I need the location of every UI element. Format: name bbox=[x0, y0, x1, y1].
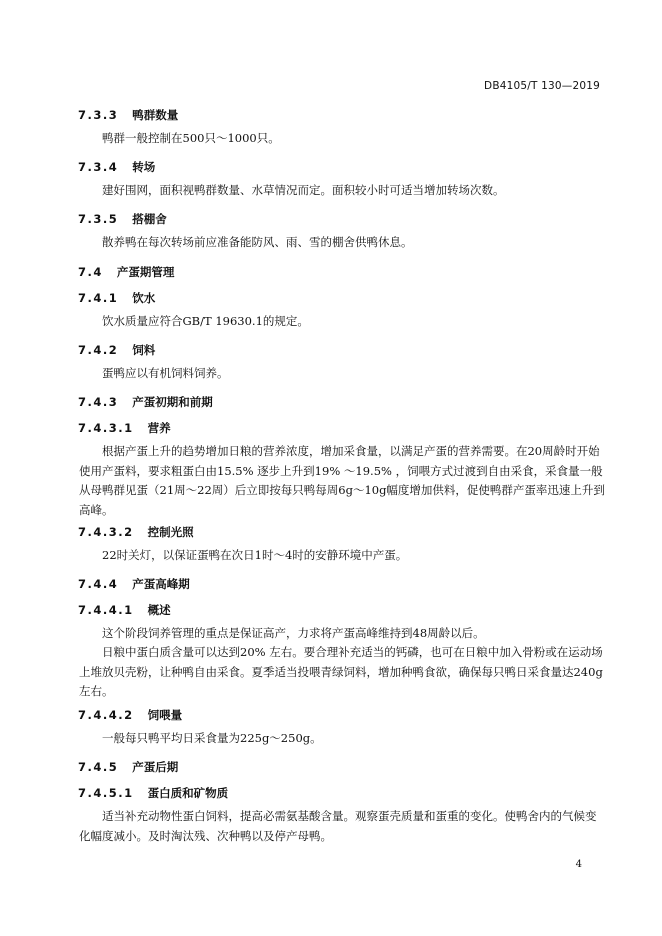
section-heading-7-4 bbox=[78, 264, 174, 280]
section-number: 7.4.1 bbox=[78, 291, 119, 305]
section-heading-7-4-3 bbox=[78, 394, 213, 410]
section-heading-7-4-3-2 bbox=[78, 524, 194, 540]
section-heading-7-4-3-1 bbox=[78, 420, 171, 436]
section-heading-7-4-2 bbox=[78, 342, 155, 358]
paragraph: 适当补充动物性蛋白饲料，提高必需氨基酸含量。观察蛋壳质量和蛋重的变化。使鸭舍内的气候变化幅度减小。及时淘汰残、次种鸭以及停产母鸭。 bbox=[79, 809, 597, 843]
section-number: 7.3.4 bbox=[78, 160, 119, 174]
section-number: 7.4.4 bbox=[78, 577, 119, 591]
section-heading-7-4-4-1 bbox=[78, 602, 171, 618]
section-heading-7-4-5 bbox=[78, 759, 178, 775]
section-title: 产蛋高峰期 bbox=[132, 577, 190, 591]
paragraph: 日粮中蛋白质含量可以达到20% 左右。要合理补充适当的钙磷，也可在日粮中加入骨粉或在运动场上堆放贝壳粉，让种鸭自由采食。夏季适当投喂青绿饲料，增加种鸭食欲，确保每只鸭日采食量达240g左右。 bbox=[79, 645, 603, 698]
section-title: 蛋白质和矿物质 bbox=[147, 786, 229, 800]
section-title: 饲喂量 bbox=[147, 708, 183, 722]
document-code: DB4105/T 130—2019 bbox=[484, 80, 600, 92]
page-number: 4 bbox=[575, 859, 582, 870]
section-title: 转场 bbox=[132, 160, 156, 174]
section-number: 7.4.3.2 bbox=[78, 525, 134, 539]
section-heading-7-3-3 bbox=[78, 107, 178, 123]
section-heading-7-3-5 bbox=[78, 211, 167, 227]
section-heading-7-4-5-1 bbox=[78, 785, 228, 801]
section-number: 7.3.3 bbox=[78, 108, 119, 122]
section-title: 搭棚舍 bbox=[132, 212, 167, 226]
section-number: 7.4 bbox=[78, 265, 103, 279]
section-number: 7.4.2 bbox=[78, 343, 119, 357]
section-title: 控制光照 bbox=[147, 525, 194, 539]
paragraph: 饮水质量应符合GB/T 19630.1的规定。 bbox=[102, 314, 309, 328]
section-number: 7.4.4.1 bbox=[78, 603, 134, 617]
section-title: 饲料 bbox=[132, 343, 156, 357]
section-title: 产蛋初期和前期 bbox=[132, 395, 213, 409]
section-number: 7.4.5 bbox=[78, 760, 119, 774]
section-title: 产蛋期管理 bbox=[116, 265, 175, 279]
section-number: 7.3.5 bbox=[78, 212, 119, 226]
section-number: 7.4.3 bbox=[78, 395, 119, 409]
paragraph: 22时关灯，以保证蛋鸭在次日1时～4时的安静环境中产蛋。 bbox=[102, 548, 408, 562]
section-title: 概述 bbox=[147, 603, 171, 617]
section-title: 产蛋后期 bbox=[132, 760, 179, 774]
section-number: 7.4.5.1 bbox=[78, 786, 134, 800]
paragraph: 根据产蛋上升的趋势增加日粮的营养浓度，增加采食量，以满足产蛋的营养需要。在20周龄时开始使用产蛋料，要求粗蛋白由15.5% 逐步上升到19% ～19.5% ，饲喂方式过渡到自由采食，采食量一般从母鸭群见蛋（21周～22周）后立即按每只鸭每周6g～10g幅度增加供料，促使鸭群产蛋率迅速上升到高峰。 bbox=[79, 444, 605, 517]
section-number: 7.4.3.1 bbox=[78, 421, 134, 435]
paragraph: 建好围网，面积视鸭群数量、水草情况而定。面积较小时可适当增加转场次数。 bbox=[102, 183, 505, 197]
section-heading-7-4-1 bbox=[78, 290, 155, 306]
section-heading-7-3-4 bbox=[78, 159, 155, 175]
section-title: 饮水 bbox=[132, 291, 156, 305]
paragraph: 这个阶段饲养管理的重点是保证高产，力求将产蛋高峰维持到48周龄以后。 bbox=[102, 626, 485, 640]
paragraph: 蛋鸭应以有机饲料饲养。 bbox=[102, 366, 229, 380]
paragraph: 鸭群一般控制在500只～1000只。 bbox=[102, 131, 280, 145]
paragraph: 散养鸭在每次转场前应准备能防风、雨、雪的棚舍供鸭休息。 bbox=[102, 235, 413, 249]
section-number: 7.4.4.2 bbox=[78, 708, 134, 722]
section-heading-7-4-4-2 bbox=[78, 707, 182, 723]
section-title: 鸭群数量 bbox=[132, 108, 179, 122]
section-heading-7-4-4 bbox=[78, 576, 190, 592]
paragraph: 一般每只鸭平均日采食量为225g～250g。 bbox=[102, 731, 322, 745]
section-title: 营养 bbox=[147, 421, 171, 435]
